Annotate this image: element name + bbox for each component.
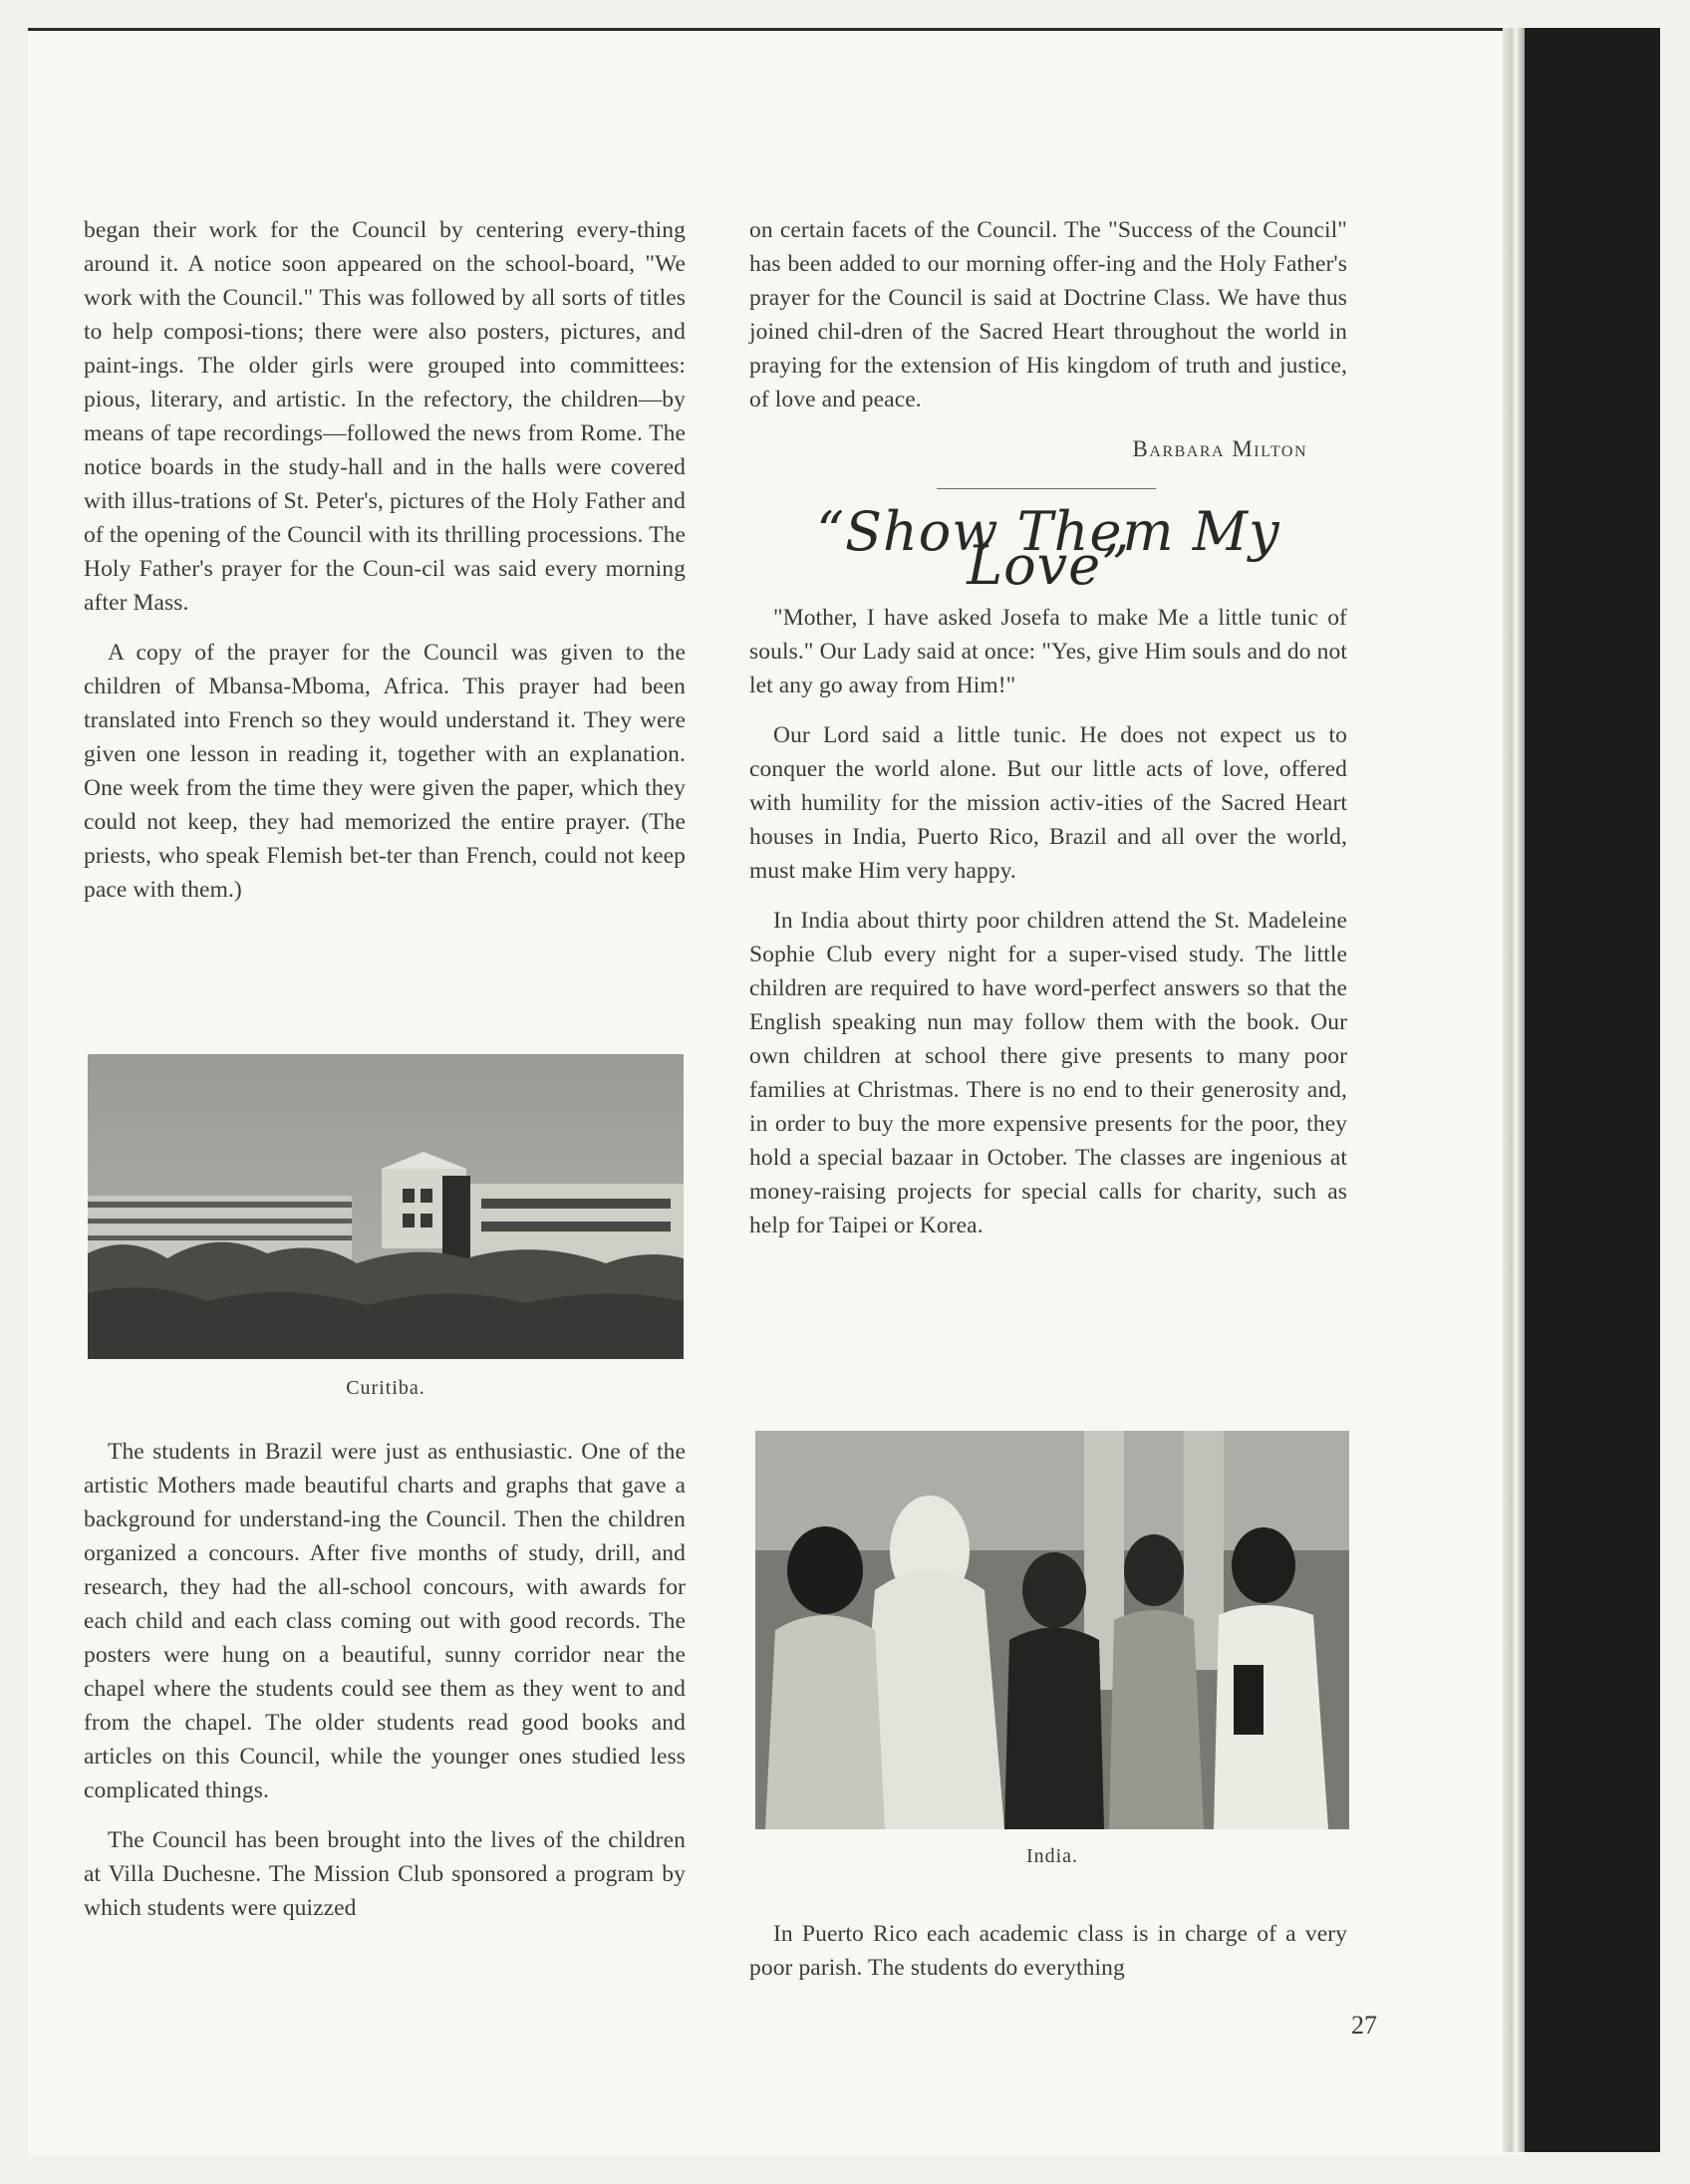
left-column-lower	[84, 1435, 686, 1941]
page-number: 27	[1351, 2011, 1377, 2040]
right-column	[749, 213, 1347, 1258]
right-column-lower	[749, 1917, 1347, 2001]
right-paragraph-1: on certain facets of the Council. The "Success of the Council" has been added to our morning offer-ing and the Holy Father's prayer for the Council is said at Doctrine Class. We have thus joined chil-dren of the Sacred Heart throughout the world in praying for the extension of His kingdom of truth and justice, of love and peace.	[749, 217, 1347, 412]
curitiba-building-image	[88, 1054, 684, 1359]
right-paragraph-2: "Mother, I have asked Josefa to make Me a little tunic of souls." Our Lady said at once: "Yes, give Him souls and do not let any go away from Him!"	[749, 605, 1347, 698]
left-paragraph-3: The students in Brazil were just as enthusiastic. One of the artistic Mothers made beautiful charts and graphs that gave a background for understand-ing the Council. Then the children organized a concours. After five months of study, drill, and research, they had the all-school concours, with awards for each child and each class coming out with good records. The posters were hung on a beautiful, sunny corridor near the chapel where the students could see them as they went to and from the chapel. The older students read good books and articles on this Council, while the younger ones studied less complicated things.	[84, 1439, 686, 1803]
right-paragraph-5: In Puerto Rico each academic class is in charge of a very poor parish. The students do everything	[749, 1921, 1347, 1981]
left-paragraph-4: The Council has been brought into the lives of the children at Villa Duchesne. The Mission Club sponsored a program by which students were quizzed	[84, 1827, 686, 1921]
india-photo	[755, 1431, 1349, 1829]
right-paragraph-4: In India about thirty poor children attend the St. Madeleine Sophie Club every night for a super-vised study. The little children are required to have word-perfect answers so that the English speaking nun may follow them with the book. Our own children at school there give presents to many poor families at Christmas. There is no end to their generosity and, in order to buy the more expensive presents for the poor, they hold a special bazaar in October. The classes are ingenious at money-raising projects for special calls for charity, such as help for Taipei or Korea.	[749, 908, 1347, 1238]
curitiba-photo	[88, 1054, 684, 1359]
india-caption: India.	[1025, 1845, 1079, 1867]
author-signature: Barbara Milton	[1132, 436, 1307, 461]
book-spine	[1503, 28, 1525, 2152]
left-paragraph-1: began their work for the Council by centering every-thing around it. A notice soon appeared on the school-board, "We work with the Council." This was followed by all sorts of titles to help composi-tions; there were also posters, pictures, and paint-ings. The older girls were grouped into committees: pious, literary, and artistic. In the refectory, the children—by means of tape recordings—followed the news from Rome. The notice boards in the study-hall and in the halls were covered with illus-trations of St. Peter's, pictures of the Holy Father and of the opening of the Council with its thrilling processions. The Holy Father's prayer for the Coun-cil was said every morning after Mass.	[84, 217, 686, 616]
section-divider	[937, 488, 1156, 489]
curitiba-caption: Curitiba.	[346, 1377, 425, 1399]
left-column	[84, 213, 686, 923]
left-paragraph-2: A copy of the prayer for the Council was given to the children of Mbansa-Mboma, Africa. This prayer had been translated into French so they would understand it. They were given one lesson in reading it, together with an explanation. One week from the time they were given the paper, which they could not keep, they had memorized the entire prayer. (The priests, who speak Flemish bet-ter than French, could not keep pace with them.)	[84, 640, 686, 903]
india-group-image	[755, 1431, 1349, 1829]
right-paragraph-3: Our Lord said a little tunic. He does not expect us to conquer the world alone. But our little acts of love, offered with humility for the mission activ-ities of the Sacred Heart houses in India, Puerto Rico, Brazil and all over the world, must make Him very happy.	[749, 722, 1347, 884]
book-binding	[1525, 28, 1660, 2152]
section-heading: “Show Them My Love”	[816, 500, 1280, 597]
